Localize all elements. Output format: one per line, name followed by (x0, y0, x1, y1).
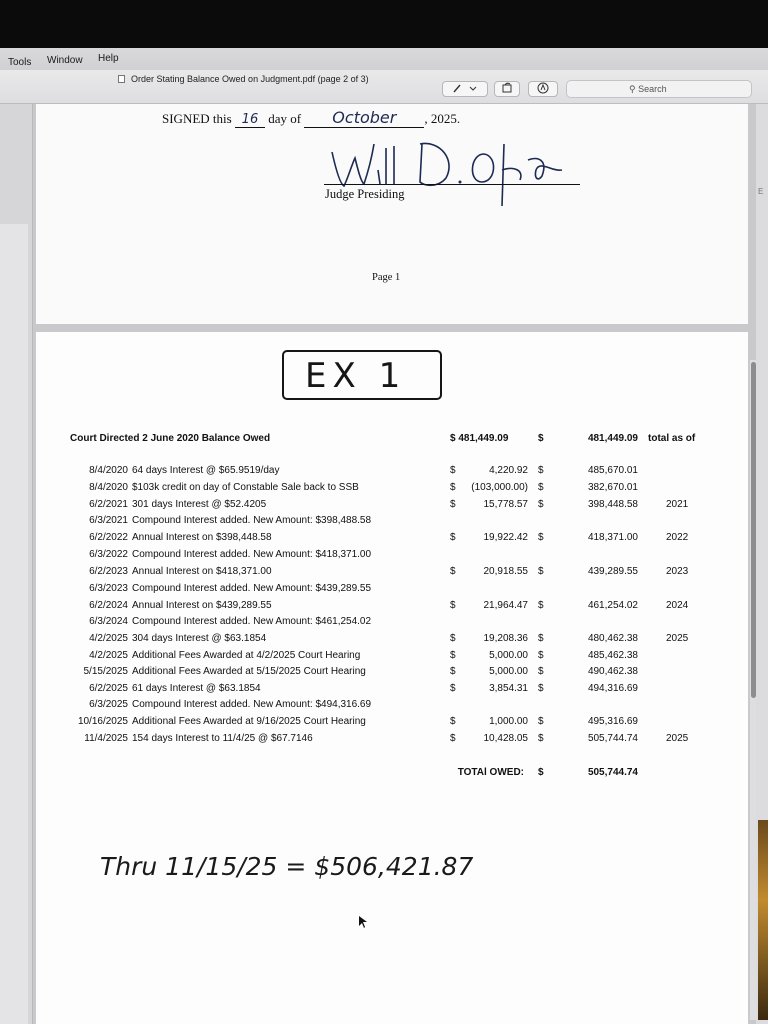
row-description: Compound Interest added. New Amount: $461,254.02 (132, 616, 372, 627)
scrollbar-thumb[interactable] (751, 362, 756, 698)
row-description: Additional Fees Awarded at 4/2/2025 Court Hearing (132, 650, 361, 661)
row-description: 304 days Interest @ $63.1854 (132, 633, 267, 644)
row-amount: 1,000.00 (489, 716, 528, 727)
annotate-circle-icon (536, 82, 550, 94)
row-running-total: 461,254.02 (587, 600, 638, 611)
row-currency: $ (450, 716, 456, 727)
row-date: 4/2/2025 (89, 633, 128, 644)
row-dollar: $ (538, 566, 544, 577)
row-amount: 20,918.55 (483, 566, 528, 577)
row-date: 10/16/2025 (77, 716, 128, 727)
annotate-button[interactable] (528, 81, 558, 97)
row-date: 6/2/2025 (89, 683, 128, 694)
row-year: 2023 (666, 566, 689, 577)
row-date: 6/2/2021 (89, 499, 128, 510)
rotate-button[interactable] (494, 81, 520, 97)
exhibit-label: EX 1 (305, 356, 407, 396)
row-description: Additional Fees Awarded at 5/15/2025 Court Hearing (132, 666, 366, 677)
row-date: 8/4/2020 (89, 482, 128, 493)
menu-help[interactable]: Help (98, 53, 119, 64)
total-owed-label: TOTAl OWED: (457, 767, 524, 778)
row-date: 5/15/2025 (83, 666, 128, 677)
row-running-total: 398,448.58 (587, 499, 638, 510)
row-dollar: $ (538, 499, 544, 510)
row-dollar: $ (538, 733, 544, 744)
mouse-cursor-icon (359, 916, 367, 928)
row-currency: $ (450, 633, 456, 644)
row-currency: $ (450, 465, 456, 476)
row-currency: $ (450, 666, 456, 677)
row-dollar: $ (538, 666, 544, 677)
row-amount: 4,220.92 (489, 465, 528, 476)
row-dollar: $ (538, 683, 544, 694)
pdf-document-icon (118, 75, 125, 83)
judge-presiding-label: Judge Presiding (325, 187, 405, 201)
header-label: Court Directed 2 June 2020 Balance Owed (70, 433, 271, 444)
search-icon: ⚲ (629, 84, 639, 94)
row-description: 64 days Interest @ $65.9519/day (132, 465, 280, 476)
menu-window[interactable]: Window (47, 55, 83, 66)
handwritten-month: October (332, 108, 397, 127)
pdf-page-2 (36, 332, 748, 1024)
row-currency: $ (450, 650, 456, 661)
row-dollar: $ (538, 600, 544, 611)
row-description: Compound Interest added. New Amount: $398,488.58 (132, 515, 372, 526)
total-amount: 505,744.74 (587, 767, 638, 778)
handwritten-total-note: Thru 11/15/25 = $506,421.87 (100, 852, 474, 881)
row-date: 6/2/2022 (89, 532, 128, 543)
row-description: $103k credit on day of Constable Sale back to SSB (132, 482, 359, 493)
header-running: 481,449.09 (587, 433, 638, 444)
edge-text: E (758, 187, 764, 196)
row-running-total: 490,462.38 (587, 666, 638, 677)
header-dollar: $ (538, 433, 544, 444)
row-amount: 10,428.05 (483, 733, 528, 744)
row-description: 154 days Interest to 11/4/25 @ $67.7146 (132, 733, 313, 744)
row-description: Annual Interest on $398,448.58 (132, 532, 272, 543)
row-amount: 3,854.31 (489, 683, 528, 694)
row-description: 301 days Interest @ $52.4205 (132, 499, 267, 510)
row-description: Compound Interest added. New Amount: $439,289.55 (132, 583, 372, 594)
row-date: 6/2/2024 (89, 600, 128, 611)
row-description: 61 days Interest @ $63.1854 (132, 683, 261, 694)
row-running-total: 495,316.69 (587, 716, 638, 727)
row-description: Compound Interest added. New Amount: $418,371.00 (132, 549, 372, 560)
markup-pen-button[interactable] (442, 81, 488, 97)
row-description: Annual Interest on $418,371.00 (132, 566, 272, 577)
total-dollar: $ (538, 767, 544, 778)
row-running-total: 505,744.74 (587, 733, 638, 744)
row-amount: 19,208.36 (483, 633, 528, 644)
row-year: 2022 (666, 532, 689, 543)
row-dollar: $ (538, 482, 544, 493)
thumbnail-sidebar[interactable] (0, 104, 33, 1024)
row-running-total: 485,462.38 (587, 650, 638, 661)
desktop-background (758, 820, 768, 1020)
signed-line: SIGNED this 16 day of October , 2025. (162, 108, 461, 127)
row-date: 6/3/2022 (89, 549, 128, 560)
row-year: 2025 (666, 733, 689, 744)
row-running-total: 418,371.00 (587, 532, 638, 543)
row-year: 2025 (666, 633, 689, 644)
row-dollar: $ (538, 633, 544, 644)
handwritten-day: 16 (241, 112, 259, 127)
row-amount: 19,922.42 (483, 532, 528, 543)
row-date: 4/2/2025 (89, 650, 128, 661)
pdf-page-1 (36, 104, 748, 324)
row-amount: (103,000.00) (471, 482, 528, 493)
row-running-total: 480,462.38 (587, 633, 638, 644)
row-currency: $ (450, 683, 456, 694)
pen-icon (450, 82, 480, 94)
header-amount: $ 481,449.09 (450, 433, 509, 444)
sidebar-panel (0, 224, 28, 1024)
row-currency: $ (450, 566, 456, 577)
row-description: Additional Fees Awarded at 9/16/2025 Court Hearing (132, 716, 366, 727)
row-running-total: 382,670.01 (587, 482, 638, 493)
row-date: 6/3/2025 (89, 699, 128, 710)
signature-line (324, 184, 580, 185)
row-year: 2024 (666, 600, 689, 611)
row-currency: $ (450, 733, 456, 744)
row-dollar: $ (538, 716, 544, 727)
row-description: Compound Interest added. New Amount: $494,316.69 (132, 699, 372, 710)
rotate-icon (500, 82, 514, 94)
row-running-total: 485,670.01 (587, 465, 638, 476)
row-date: 6/3/2023 (89, 583, 128, 594)
row-amount: 21,964.47 (483, 600, 528, 611)
row-dollar: $ (538, 650, 544, 661)
row-dollar: $ (538, 532, 544, 543)
row-year: 2021 (666, 499, 689, 510)
row-amount: 15,778.57 (483, 499, 528, 510)
row-currency: $ (450, 532, 456, 543)
row-dollar: $ (538, 465, 544, 476)
search-input[interactable]: ⚲ Search (566, 80, 752, 98)
row-running-total: 494,316.69 (587, 683, 638, 694)
menu-tools[interactable]: Tools (8, 57, 32, 68)
row-description: Annual Interest on $439,289.55 (132, 600, 272, 611)
row-date: 6/3/2024 (89, 616, 128, 627)
row-date: 11/4/2025 (84, 733, 128, 744)
row-currency: $ (450, 499, 456, 510)
row-date: 6/2/2023 (89, 566, 128, 577)
row-amount: 5,000.00 (489, 650, 528, 661)
row-date: 6/3/2021 (89, 515, 128, 526)
page-number: Page 1 (372, 272, 401, 283)
row-date: 8/4/2020 (89, 465, 128, 476)
window-title: Order Stating Balance Owed on Judgment.pdf (page 2 of 3) (118, 74, 369, 84)
row-amount: 5,000.00 (489, 666, 528, 677)
title-toolbar (0, 70, 768, 104)
row-currency: $ (450, 482, 456, 493)
row-currency: $ (450, 600, 456, 611)
row-running-total: 439,289.55 (587, 566, 638, 577)
total-as-of-label: total as of (648, 433, 696, 444)
